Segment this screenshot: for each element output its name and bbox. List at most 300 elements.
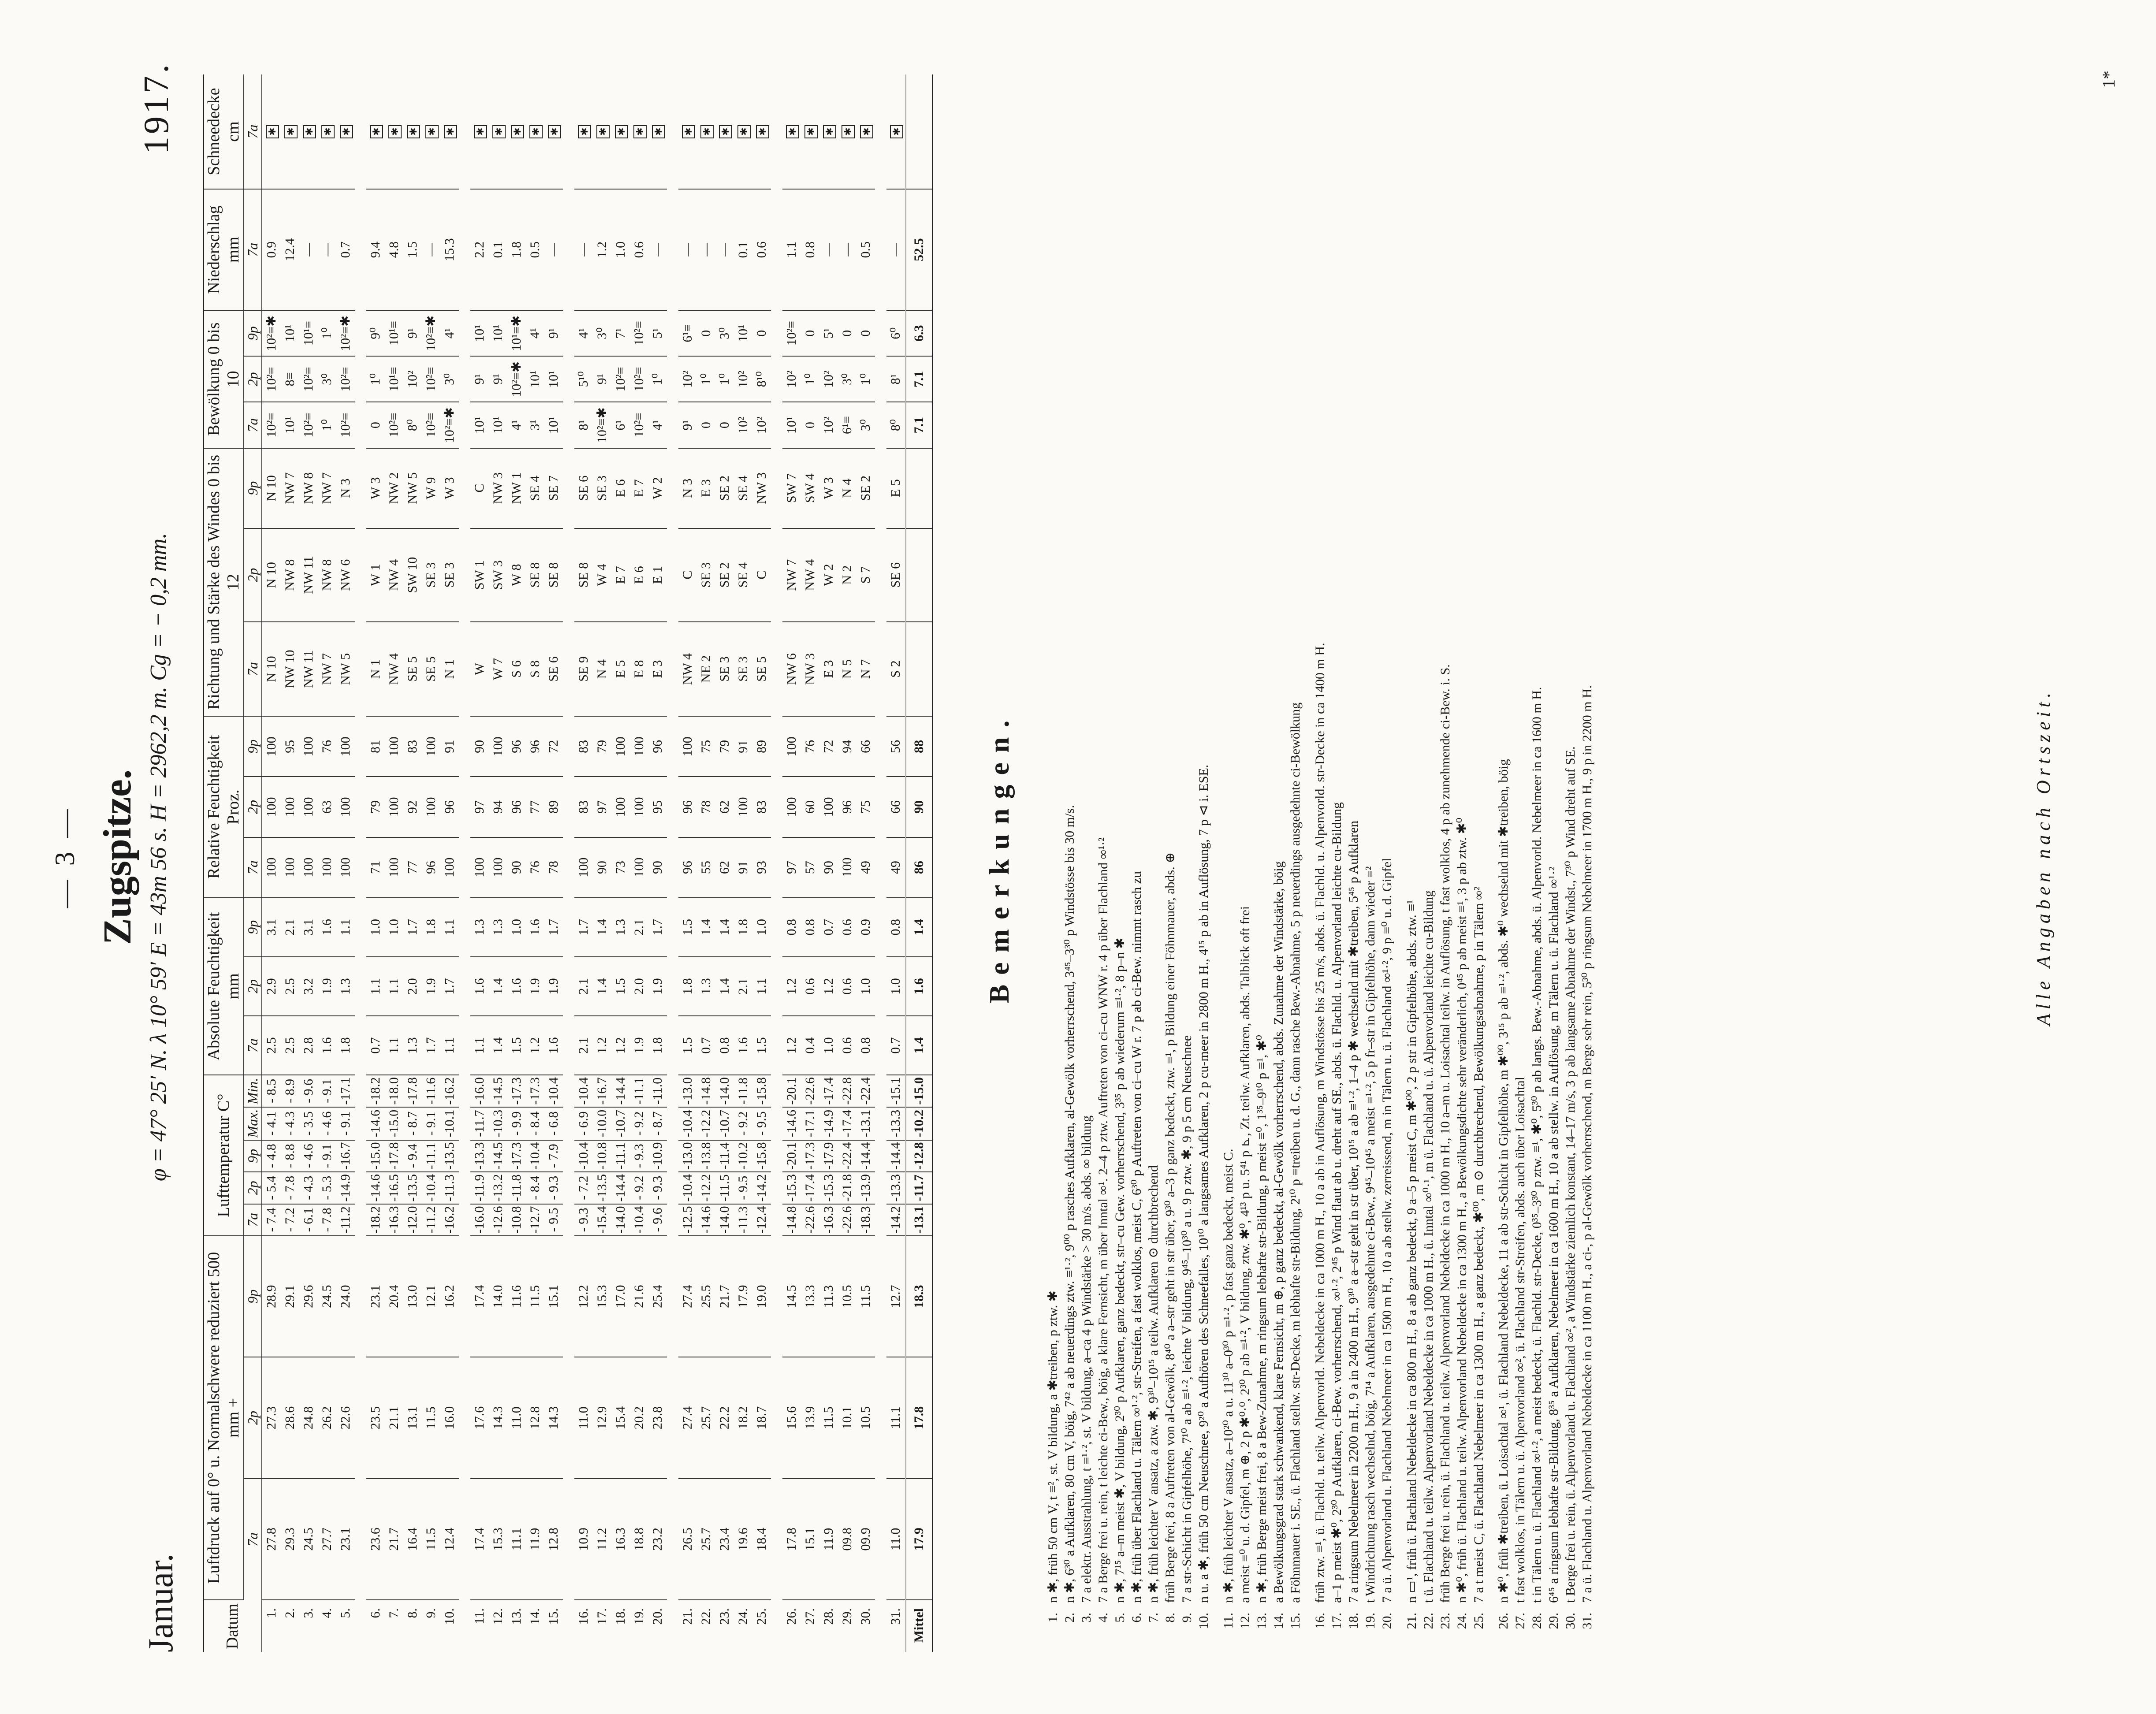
data-cell: — [838, 189, 856, 310]
data-cell: 100 [336, 777, 355, 837]
data-cell: 1.2 [819, 957, 838, 1016]
table-body [262, 74, 933, 1652]
data-cell: 1.0 [886, 957, 906, 1016]
remark-day: 7. [1146, 1613, 1161, 1623]
col-temperature: Lufttemperatur C° [204, 1075, 244, 1236]
data-cell: 2.1 [734, 957, 752, 1016]
remark-day: 19. [1363, 1613, 1378, 1629]
data-cell: -14.2 [752, 1172, 771, 1204]
data-cell [262, 74, 281, 189]
data-cell: W 1 [366, 528, 385, 622]
data-cell: -14.8 [782, 1204, 801, 1236]
snow-cover-mark-icon: ✱ [596, 125, 610, 138]
data-cell: 1.1 [385, 1016, 403, 1075]
station-title: Zugspitze. [96, 769, 139, 945]
data-cell: 1.3 [470, 898, 489, 957]
data-cell: 15.3 [440, 189, 459, 310]
data-cell: 11.1 [886, 1357, 906, 1478]
snow-cover-mark-icon: ✱ [548, 125, 561, 138]
data-cell: 9¹ [403, 310, 422, 356]
data-cell: -13.8 [697, 1140, 715, 1172]
data-cell: 1.9 [648, 957, 667, 1016]
data-cell: - 8.9 [281, 1075, 299, 1107]
data-cell: 10²≡ [299, 356, 318, 402]
data-cell: 0.7 [819, 898, 838, 957]
data-cell: 100 [489, 837, 507, 898]
data-cell: SE 3 [715, 622, 734, 717]
data-cell: 96 [678, 837, 697, 898]
data-cell: W 9 [422, 448, 440, 528]
day-cell: 29. [840, 1608, 855, 1625]
data-cell: S 8 [526, 622, 544, 717]
data-cell: — [574, 189, 593, 310]
remark-text: t Berge frei u. rein, ü. Alpenvorland u. Flachland ∞², a Windstärke ziemlich konstant, 14–17 m/s, 3 p ab langsame Abnahme der Windst., 7³⁰ p Wind dreht auf SE. [1563, 746, 1578, 1603]
snow-cover-mark-icon: ✱ [804, 125, 818, 138]
table-row [782, 74, 801, 1652]
data-cell: -14.9 [336, 1172, 355, 1204]
data-cell: 11.0 [574, 1357, 593, 1478]
data-cell: 4¹ [507, 402, 526, 448]
data-cell: 0 [856, 310, 875, 356]
data-cell: SE 4 [734, 448, 752, 528]
data-cell: 100 [630, 837, 648, 898]
data-cell: 97 [782, 837, 801, 898]
data-cell: 3⁰ [715, 310, 734, 356]
col-rel-humidity: Relative Feuchtigkeit Proz. [204, 716, 244, 897]
data-cell: 11.2 [593, 1479, 611, 1600]
data-cell: 10² [782, 356, 801, 402]
data-cell: 100 [734, 777, 752, 837]
remark-day: 24. [1455, 1613, 1469, 1629]
data-cell: 1.5 [611, 957, 630, 1016]
data-cell: 12.9 [593, 1357, 611, 1478]
data-cell: SE 6 [574, 448, 593, 528]
data-cell: 100 [299, 837, 318, 898]
data-cell: 1.8 [648, 1016, 667, 1075]
data-cell: N 3 [678, 448, 697, 528]
data-cell: -13.0 [678, 1140, 697, 1172]
data-cell: 1.2 [593, 1016, 611, 1075]
data-cell: — [299, 189, 318, 310]
data-cell: 11.9 [526, 1479, 544, 1600]
snow-cover-mark-icon: ✱ [340, 125, 353, 138]
data-cell: 10.9 [574, 1479, 593, 1600]
data-cell: E 3 [697, 448, 715, 528]
data-cell: SE 6 [544, 622, 563, 717]
data-cell: 22.6 [336, 1357, 355, 1478]
table-row [715, 74, 734, 1652]
remark-text: n u. a ✱, früh 50 cm Neuschnee, 9²⁰ a Aufhören des Schneefalles, 10¹⁰ a langsames Aufklaren, 2 p cu-meer in 2800 m H., 4¹⁵ p ab in Auflösung, 7 p ⊲ i. ESE. [1196, 764, 1211, 1603]
remark-text: n ✱, früh 50 cm V, t ≡², st. V bildung, a ✱treiben, p ztw. ✱ [1046, 1290, 1060, 1603]
remark-day: 25. [1471, 1613, 1486, 1629]
data-cell: -15.0 [385, 1107, 403, 1140]
data-cell: 10¹≡ [299, 310, 318, 356]
data-cell: 57 [801, 837, 819, 898]
snow-cover-mark-icon: ✱ [756, 125, 769, 138]
data-cell: 13.0 [403, 1236, 422, 1357]
data-cell: 7¹ [611, 310, 630, 356]
data-cell: N 1 [440, 622, 459, 717]
remark-text: früh Berge frei, 8 a Auftreten von al-Gewölk, 8⁴⁰ a a–str geht in str über, 9³⁰ a–3 p ganz bedeckt, ztw. ≡¹, p Bildung einer Föhnmauer, abds. ⊕ [1163, 852, 1177, 1603]
data-cell: 96 [507, 716, 526, 777]
data-cell: 1.2 [593, 189, 611, 310]
data-cell: -17.3 [526, 1075, 544, 1107]
data-cell: 0.5 [856, 189, 875, 310]
data-cell: -14.4 [856, 1140, 875, 1172]
remark-item [1195, 74, 1212, 1652]
data-cell: 10¹≡✱ [507, 310, 526, 356]
data-cell: 22.2 [715, 1357, 734, 1478]
data-cell: 23.4 [715, 1479, 734, 1600]
data-cell: -10.3 [489, 1107, 507, 1140]
data-cell: SE 3 [734, 622, 752, 717]
data-cell: 100 [318, 837, 336, 898]
data-cell: 11.5 [819, 1357, 838, 1478]
data-cell: 1.8 [422, 898, 440, 957]
data-cell: 0.4 [801, 1016, 819, 1075]
day-cell: 22. [699, 1608, 714, 1625]
mean-cell: 17.9 [906, 1479, 933, 1600]
data-cell: 23.2 [648, 1479, 667, 1600]
data-cell: 83 [403, 716, 422, 777]
data-cell: SE 2 [856, 448, 875, 528]
data-cell: E 3 [648, 622, 667, 717]
data-cell: 9¹ [593, 356, 611, 402]
table-row [526, 74, 544, 1652]
data-cell: 100 [470, 837, 489, 898]
data-cell: 100 [262, 837, 281, 898]
table-row [574, 74, 593, 1652]
station-coordinates: φ = 47° 25′ N. λ 10° 59′ E = 43m 56 s. H = 2962,2 m. Cg = − 0,2 mm. [146, 532, 171, 1182]
data-cell: 100 [385, 837, 403, 898]
data-cell: - 7.8 [318, 1204, 336, 1236]
data-cell: 100 [281, 837, 299, 898]
day-cell: 11. [472, 1608, 487, 1625]
data-cell: 2.0 [403, 957, 422, 1016]
remark-item [1287, 74, 1304, 1652]
data-cell: 89 [544, 777, 563, 837]
data-cell: 1.6 [544, 1016, 563, 1075]
data-cell: 5¹ [648, 310, 667, 356]
data-cell: 24.5 [299, 1479, 318, 1600]
remark-day: 3. [1079, 1613, 1094, 1623]
mean-cell: 1.6 [906, 957, 933, 1016]
data-cell: 77 [403, 837, 422, 898]
data-cell: W [470, 622, 489, 717]
snow-cover-mark-icon: ✱ [444, 125, 457, 138]
data-cell: -17.3 [507, 1075, 526, 1107]
data-cell: S 7 [856, 528, 875, 622]
remark-gap [1304, 74, 1312, 1652]
data-cell: -13.5 [403, 1172, 422, 1204]
table-row [593, 74, 611, 1652]
data-cell: 9¹ [489, 356, 507, 402]
data-cell: 18.2 [734, 1357, 752, 1478]
table-row [697, 74, 715, 1652]
data-cell: - 9.1 [336, 1107, 355, 1140]
data-cell: NW 4 [385, 622, 403, 717]
data-cell: 1.8 [678, 957, 697, 1016]
data-cell: 100 [440, 837, 459, 898]
data-cell [281, 74, 299, 189]
snow-cover-mark-icon: ✱ [719, 125, 732, 138]
data-cell: 95 [648, 777, 667, 837]
remark-item [1512, 74, 1529, 1652]
data-cell: - 3.5 [299, 1107, 318, 1140]
data-cell: 10¹ [526, 356, 544, 402]
data-cell: 2.5 [281, 1016, 299, 1075]
sub-header-cell: 9p [244, 1140, 262, 1172]
remark-day: 21. [1404, 1613, 1419, 1629]
data-cell: 23.8 [648, 1357, 667, 1478]
data-cell: - 6.8 [544, 1107, 563, 1140]
data-cell: NW 11 [299, 528, 318, 622]
data-cell: 1⁰ [318, 402, 336, 448]
data-cell: 63 [318, 777, 336, 837]
day-cell: 12. [491, 1608, 506, 1625]
remark-day: 31. [1580, 1613, 1594, 1629]
data-cell: -12.7 [526, 1204, 544, 1236]
data-cell: SE 2 [715, 448, 734, 528]
remark-item [1045, 74, 1061, 1652]
snow-cover-mark-icon: ✱ [425, 125, 439, 138]
remark-item [1362, 74, 1379, 1652]
data-cell: 9¹ [470, 356, 489, 402]
remark-text: 7 a ü. Flachland u. Alpenvorland Nebeldecke in ca 1100 m H., a ci-, p al-Gewölk vorherrschend, m Berge sehr rein, 5³⁰ p ringsum Nebelmeer in 1700 m H., 9 p in 2200 m H. [1580, 685, 1594, 1603]
data-cell: 25.5 [697, 1236, 715, 1357]
data-cell: -10.4 [526, 1140, 544, 1172]
data-cell: E 6 [630, 528, 648, 622]
data-cell: -12.6 [489, 1204, 507, 1236]
remark-item [1529, 74, 1545, 1652]
data-cell: 94 [489, 777, 507, 837]
sub-header-cell: Min. [244, 1075, 262, 1107]
data-cell: -17.8 [403, 1075, 422, 1107]
data-cell: - 5.4 [262, 1172, 281, 1204]
data-cell: 49 [886, 837, 906, 898]
data-cell: -11.3 [440, 1172, 459, 1204]
data-cell: 8⁰ [886, 402, 906, 448]
data-cell: 83 [574, 777, 593, 837]
data-cell: 10² [752, 402, 771, 448]
snow-cover-mark-icon: ✱ [321, 125, 335, 138]
table-row [856, 74, 875, 1652]
remark-text: 6⁴⁵ a ringsum lebhafte str-Bildung, 8³⁵ a Aufklaren, Nebelmeer in ca 1600 m H., 10 a ab stellw. in Auflösung, m Tälern u. ü. Flachland ∞¹·² [1546, 866, 1561, 1603]
data-cell: 10²≡ [385, 402, 403, 448]
data-cell: 1.4 [489, 957, 507, 1016]
data-cell: NW 6 [336, 528, 355, 622]
data-cell [470, 74, 489, 189]
data-cell: 1.7 [422, 1016, 440, 1075]
data-cell: 1.0 [819, 1016, 838, 1075]
data-cell: 0 [752, 310, 771, 356]
table-row [385, 74, 403, 1652]
data-cell: SE 3 [440, 528, 459, 622]
data-cell: 100 [630, 716, 648, 777]
data-cell: 26.5 [678, 1479, 697, 1600]
data-cell: 0.8 [715, 1016, 734, 1075]
data-cell: NW 3 [801, 622, 819, 717]
data-cell: E 3 [819, 622, 838, 717]
data-cell: 91 [734, 716, 752, 777]
data-cell: — [422, 189, 440, 310]
remark-day: 23. [1438, 1613, 1452, 1629]
data-cell: 100 [611, 777, 630, 837]
data-cell: -20.1 [782, 1140, 801, 1172]
remark-text: n ✱⁰, früh ü. Flachland u. teilw. Alpenvorland Nebeldecke in ca 1300 m H., a Bewölkungsdichte sehr veränderlich, 0⁴⁵ p ab meist ≡¹, 3 p ab ztw. ✱⁰ [1455, 818, 1469, 1603]
data-cell: -15.3 [782, 1172, 801, 1204]
data-cell: 0.6 [838, 957, 856, 1016]
month-label: Januar. [141, 1553, 180, 1652]
data-cell: 10²≡ [630, 402, 648, 448]
data-cell: -13.3 [886, 1107, 906, 1140]
data-cell: 1.4 [715, 898, 734, 957]
data-cell: NW 3 [752, 448, 771, 528]
data-cell: 1.4 [593, 957, 611, 1016]
remark-day: 4. [1096, 1613, 1110, 1623]
table-row [838, 74, 856, 1652]
remarks-title: Bemerkungen. [983, 710, 1015, 1004]
data-cell: 3⁰ [593, 310, 611, 356]
remark-text: n ✱, 6³⁰ a Aufklaren, 80 cm V, böig, 7⁴² a ab neuerdings ztw. ≡¹·², 9⁰⁰ p rasches Aufklaren, al-Gewölk vorherrschend, 3⁴⁵–3³⁰ p Windstösse bis 30 m/s. [1062, 805, 1077, 1603]
remark-day: 13. [1255, 1613, 1269, 1629]
data-cell: 100 [678, 716, 697, 777]
data-cell: SW 4 [801, 448, 819, 528]
data-cell: 1⁰ [648, 356, 667, 402]
data-cell: 2.9 [262, 957, 281, 1016]
data-cell: 25.7 [697, 1357, 715, 1478]
snow-cover-mark-icon: ✱ [388, 125, 402, 138]
data-cell: W 4 [593, 528, 611, 622]
data-cell: 23.1 [336, 1479, 355, 1600]
data-cell: SE 5 [752, 622, 771, 717]
day-cell: 9. [424, 1608, 439, 1618]
day-cell: 10. [442, 1608, 457, 1625]
data-cell: 13.3 [801, 1236, 819, 1357]
data-cell [838, 74, 856, 189]
data-cell: 3⁰ [318, 356, 336, 402]
day-cell: 2. [283, 1608, 298, 1618]
data-cell: 1.5 [678, 1016, 697, 1075]
data-cell: - 9.1 [422, 1107, 440, 1140]
day-cell: 7. [387, 1608, 402, 1618]
data-cell: 18.7 [752, 1357, 771, 1478]
remark-item [1179, 74, 1195, 1652]
data-cell: - 8.7 [648, 1107, 667, 1140]
data-cell: 83 [574, 716, 593, 777]
data-cell: 0.8 [782, 898, 801, 957]
data-cell: 66 [886, 777, 906, 837]
data-cell: -14.4 [611, 1172, 630, 1204]
snow-cover-mark-icon: ✱ [823, 125, 836, 138]
data-cell [734, 74, 752, 189]
row-spacer [563, 74, 574, 1652]
data-cell: — [318, 189, 336, 310]
data-cell: 11.1 [507, 1479, 526, 1600]
data-cell: - 9.3 [648, 1172, 667, 1204]
day-cell: 8. [405, 1608, 420, 1618]
remark-text: n ✱, 7¹⁵ a–m meist ✱, V bildung, 2³⁰ p Aufklaren, ganz bedeckt, str–cu Gew. vorherrschend, 3³⁵ p ab wiederum ≡¹·², 8 p–n ✱ [1113, 937, 1127, 1603]
data-cell: SE 3 [422, 528, 440, 622]
remark-day: 26. [1496, 1613, 1511, 1629]
data-cell: -10.2 [734, 1140, 752, 1172]
mean-cell: -10.2 [906, 1107, 933, 1140]
data-cell: 100 [385, 716, 403, 777]
data-cell: 10²≡✱ [440, 402, 459, 448]
observation-table [203, 74, 933, 1652]
remark-day: 1. [1046, 1613, 1060, 1623]
data-cell: -11.8 [734, 1075, 752, 1107]
snow-cover-mark-icon: ✱ [266, 125, 279, 138]
data-cell: 72 [544, 716, 563, 777]
data-cell: 21.7 [715, 1236, 734, 1357]
data-cell: 100 [299, 716, 318, 777]
snow-cover-mark-icon: ✱ [700, 125, 714, 138]
data-cell: - 9.5 [752, 1107, 771, 1140]
mean-cell: 7.1 [906, 356, 933, 402]
data-cell: 1.0 [752, 898, 771, 957]
data-cell: 0.1 [489, 189, 507, 310]
data-cell [678, 74, 697, 189]
remark-item [1061, 74, 1078, 1652]
remark-item [1145, 74, 1162, 1652]
data-cell: 78 [697, 777, 715, 837]
snow-cover-mark-icon: ✱ [890, 125, 903, 138]
data-cell: W 8 [507, 528, 526, 622]
data-cell: 90 [507, 837, 526, 898]
data-cell: -15.8 [752, 1140, 771, 1172]
day-cell: 24. [736, 1608, 751, 1625]
snow-cover-mark-icon: ✱ [529, 125, 543, 138]
data-cell: 91 [734, 837, 752, 898]
data-cell: 11.5 [422, 1479, 440, 1600]
table-row [299, 74, 318, 1652]
data-cell: 0.6 [752, 189, 771, 310]
data-cell: 2.1 [574, 957, 593, 1016]
data-cell: 81 [366, 716, 385, 777]
data-cell: 0.8 [886, 898, 906, 957]
data-cell: 95 [281, 716, 299, 777]
data-cell: - 7.2 [281, 1204, 299, 1236]
remark-item [1254, 74, 1270, 1652]
data-cell: 26.2 [318, 1357, 336, 1478]
remark-day: 12. [1238, 1613, 1252, 1629]
data-cell: 4.8 [385, 189, 403, 310]
data-cell: 1.6 [318, 898, 336, 957]
table-row [281, 74, 299, 1652]
data-cell: -10.8 [507, 1204, 526, 1236]
data-cell: N 3 [336, 448, 355, 528]
data-cell: 10²≡ [422, 402, 440, 448]
data-cell: 10¹≡ [385, 356, 403, 402]
data-cell: 100 [630, 777, 648, 837]
snow-cover-mark-icon: ✱ [633, 125, 647, 138]
remark-text: früh ztw. ≡¹, ü. Flachld. u. teilw. Alpenvorld. Nebeldecke in ca 1000 m H., 10 a ab in Auflösung, m Windstösse bis 25 m/s, abds. ü. Flachld. u. Alpenvorld. str-Decke in ca 1400 m H. [1313, 643, 1327, 1603]
data-cell: SE 4 [734, 528, 752, 622]
remark-item [1237, 74, 1254, 1652]
remarks-list [1045, 74, 1596, 1652]
data-cell: -10.4 [678, 1172, 697, 1204]
data-cell: -14.5 [489, 1140, 507, 1172]
data-cell: 75 [697, 716, 715, 777]
sub-header-cell: 2p [244, 356, 262, 402]
data-cell: 10¹≡ [385, 310, 403, 356]
data-cell: 10² [678, 356, 697, 402]
data-cell [648, 74, 667, 189]
data-cell: 1⁰ [856, 356, 875, 402]
day-cell: 3. [301, 1608, 316, 1618]
data-cell: - 6.1 [299, 1204, 318, 1236]
